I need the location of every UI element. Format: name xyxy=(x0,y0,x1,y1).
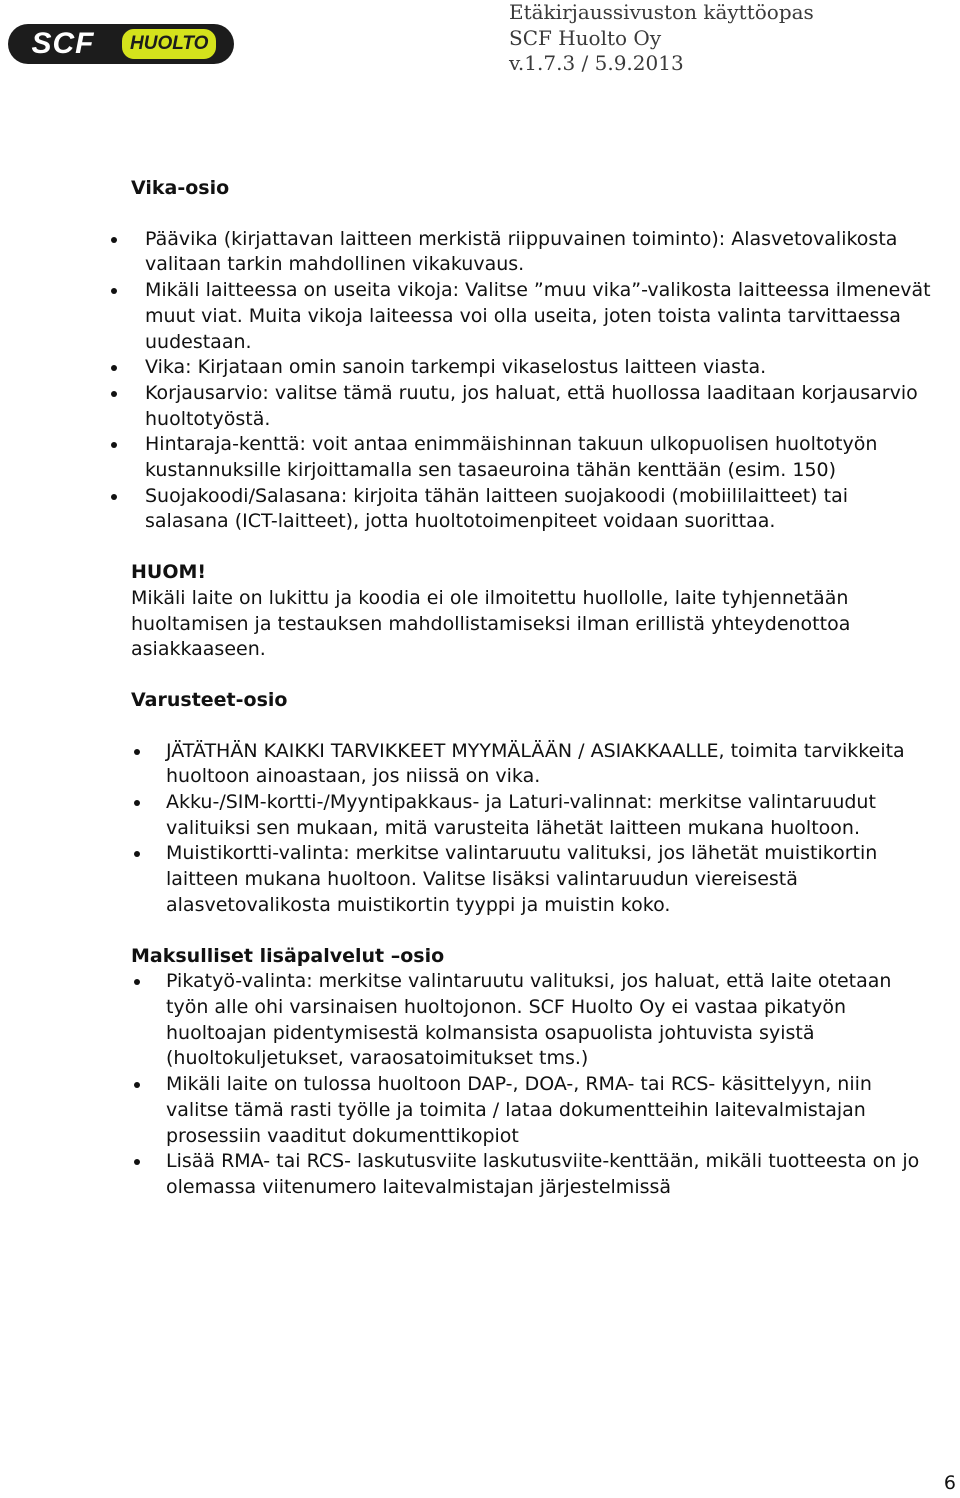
list-item-text: Lisää RMA- tai RCS- laskutusviite laskutusviite-kenttään, mikäli tuotteesta on jo olemassa viitenumero laitevalmistajan järjestelmissä xyxy=(166,1150,920,1198)
list-item-text: JÄTÄTHÄN KAIKKI TARVIKKEET MYYMÄLÄÄN / ASIAKKAALLE, toimita tarvikkeita huoltoon ainoastaan, jos niissä on vika. xyxy=(166,739,905,788)
document-header xyxy=(509,0,814,77)
section-heading-vika: Vika-osio xyxy=(131,177,230,199)
list-item xyxy=(131,484,931,535)
list-item-text: Vika: Kirjataan omin sanoin tarkempi vikaselostus laitteen viasta. xyxy=(145,356,767,379)
list-item xyxy=(131,969,931,1072)
bullet-icon xyxy=(134,1159,140,1165)
varusteet-list xyxy=(131,739,931,919)
list-item xyxy=(131,739,931,790)
list-item-text: Pikatyö-valinta: merkitse valintaruutu valituksi, jos haluat, että laite otetaan työn alle ohi varsinaisen huoltojonon. SCF Huolto Oy ei vastaa pikatyön huoltoajan pidentymisestä kolmansista osapuolista johtuvista syistä (huoltokuljetukset, varaosatoimitukset tms.) xyxy=(166,970,892,1070)
list-item-text: Mikäli laitteessa on useita vikoja: Valitse ”muu vika”-valikosta laitteessa ilmenevät muut viat. Muita vikoja laiteessa voi olla useita, joten toista valinta tarvittaessa uudestaan. xyxy=(145,279,931,353)
bullet-icon xyxy=(134,1082,140,1088)
maksulliset-list xyxy=(131,969,931,1200)
list-item xyxy=(131,1149,931,1200)
list-item xyxy=(131,841,931,918)
list-item xyxy=(131,355,931,381)
huom-text: Mikäli laite on lukittu ja koodia ei ole ilmoitettu huollolle, laite tyhjennetään huoltamisen ja testauksen mahdollistamiseksi ilman erillistä yhteydenottoa asiakkaaseen. xyxy=(131,586,851,661)
bullet-icon xyxy=(111,391,117,397)
bullet-icon xyxy=(111,237,117,243)
section-heading-maksulliset: Maksulliset lisäpalvelut –osio xyxy=(131,944,445,967)
huom-label: HUOM! xyxy=(131,561,207,584)
list-item-text: Päävika (kirjattavan laitteen merkistä riippuvainen toiminto): Alasvetovalikosta valitaan tarkin mahdollinen vikakuvaus. xyxy=(145,227,898,276)
list-item xyxy=(131,790,931,841)
logo-huolto-badge xyxy=(118,24,234,64)
list-item xyxy=(131,432,931,483)
header-company: SCF Huolto Oy xyxy=(509,25,662,50)
bullet-icon xyxy=(134,851,140,857)
bullet-icon xyxy=(111,494,117,500)
list-item-text: Hintaraja-kenttä: voit antaa enimmäishinnan takuun ulkopuolisen huoltotyön kustannuksille kirjoittamalla sen tasaeuroina tähän kenttään (esim. 150) xyxy=(145,433,878,482)
list-item-text: Suojakoodi/Salasana: kirjoita tähän laitteen suojakoodi (mobiililaitteet) tai salasana (ICT-laitteet), jotta huoltotoimenpiteet voidaan suorittaa. xyxy=(145,484,848,533)
list-item xyxy=(131,381,931,432)
scf-huolto-logo xyxy=(8,22,234,66)
list-item-text: Mikäli laite on tulossa huoltoon DAP-, DOA-, RMA- tai RCS- käsittelyyn, niin valitse tämä rasti työlle ja toimita / lataa dokumentteihin laitevalmistajan prosessiin vaaditut dokumenttikopiot xyxy=(166,1073,872,1147)
bullet-icon xyxy=(111,365,117,371)
bullet-icon xyxy=(111,442,117,448)
bullet-icon xyxy=(134,749,140,755)
list-item xyxy=(131,227,931,278)
page-number: 6 xyxy=(943,1472,956,1494)
document-body xyxy=(131,176,931,1201)
vika-list xyxy=(131,227,931,535)
bullet-icon xyxy=(134,800,140,806)
list-item-text: Akku-/SIM-kortti-/Myyntipakkaus- ja Laturi-valinnat: merkitse valintaruudut valituiksi sen mukaan, mitä varusteita lähetät laitteen mukana huoltoon. xyxy=(166,791,876,839)
list-item-text: Muistikortti-valinta: merkitse valintaruutu valituksi, jos lähetät muistikortin laitteen mukana huoltoon. Valitse lisäksi valintaruudun viereisestä alasvetovalikosta muistikortin tyyppi ja muistin koko. xyxy=(166,842,878,916)
list-item-text: Korjausarvio: valitse tämä ruutu, jos haluat, että huollossa laaditaan korjausarvio huoltotyöstä. xyxy=(145,381,918,430)
logo-huolto-text: HUOLTO xyxy=(120,27,218,61)
bullet-icon xyxy=(111,288,117,294)
bullet-icon xyxy=(134,979,140,985)
header-title: Etäkirjaussivuston käyttöopas xyxy=(509,0,814,24)
list-item xyxy=(131,1072,931,1149)
header-version: v.1.7.3 / 5.9.2013 xyxy=(509,51,684,75)
section-heading-varusteet: Varusteet-osio xyxy=(131,688,288,711)
logo-scf-text: SCF xyxy=(8,24,118,64)
list-item xyxy=(131,278,931,355)
